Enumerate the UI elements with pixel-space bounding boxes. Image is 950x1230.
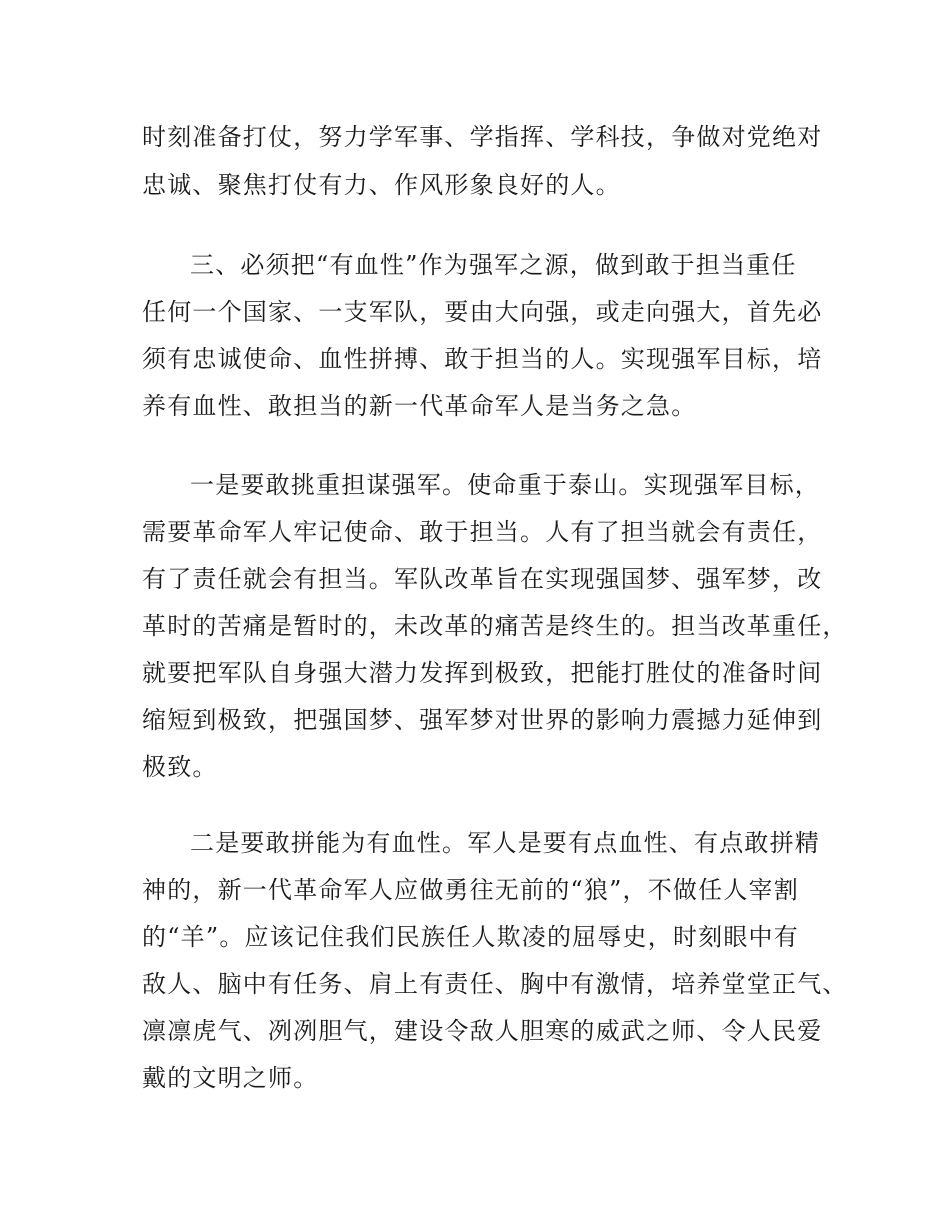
text-line: 戴的文明之师。 [142,1064,319,1092]
text-line: 神的，新一代革命军人应做勇往无前的“狼”，不做任人宰割 [142,876,799,904]
text-line: 缩短到极致，把强国梦、强军梦对世界的影响力震撼力延伸到 [142,706,823,734]
text-line: 极致。 [142,753,218,781]
text-line: 敌人、脑中有任务、肩上有责任、胸中有激情，培养堂堂正气、 [142,970,848,998]
text-line: 时刻准备打仗，努力学军事、学指挥、学科技，争做对党绝对 [142,123,823,151]
section-heading: 三、必须把“有血性”作为强军之源，做到敢于担当重任 [190,251,797,279]
text-line: 须有忠诚使命、血性拼搏、敢于担当的人。实现强军目标，培 [142,345,823,373]
text-line: 就要把军队自身强大潜力发挥到极致，把能打胜仗的准备时间 [142,659,823,687]
text-line: 的“羊”。应该记住我们民族任人欺凌的屈辱史，时刻眼中有 [142,923,799,951]
paragraph-first-line: 一是要敢挑重担谋强军。使命重于泰山。实现强军目标， [190,471,820,499]
paragraph-first-line: 二是要敢拼能为有血性。军人是要有点血性、有点敢拼精 [190,829,820,857]
text-line: 养有血性、敢担当的新一代革命军人是当务之急。 [142,392,697,420]
text-line: 凛凛虎气、冽冽胆气，建设令敌人胆寒的威武之师、令人民爱 [142,1017,823,1045]
text-line: 需要革命军人牢记使命、敢于担当。人有了担当就会有责任， [142,518,823,546]
text-line: 任何一个国家、一支军队，要由大向强，或走向强大，首先必 [142,298,823,326]
text-line: 革时的苦痛是暂时的，未改革的痛苦是终生的。担当改革重任， [142,612,848,640]
text-line: 忠诚、聚焦打仗有力、作风形象良好的人。 [142,171,621,199]
text-line: 有了责任就会有担当。军队改革旨在实现强国梦、强军梦，改 [142,565,823,593]
